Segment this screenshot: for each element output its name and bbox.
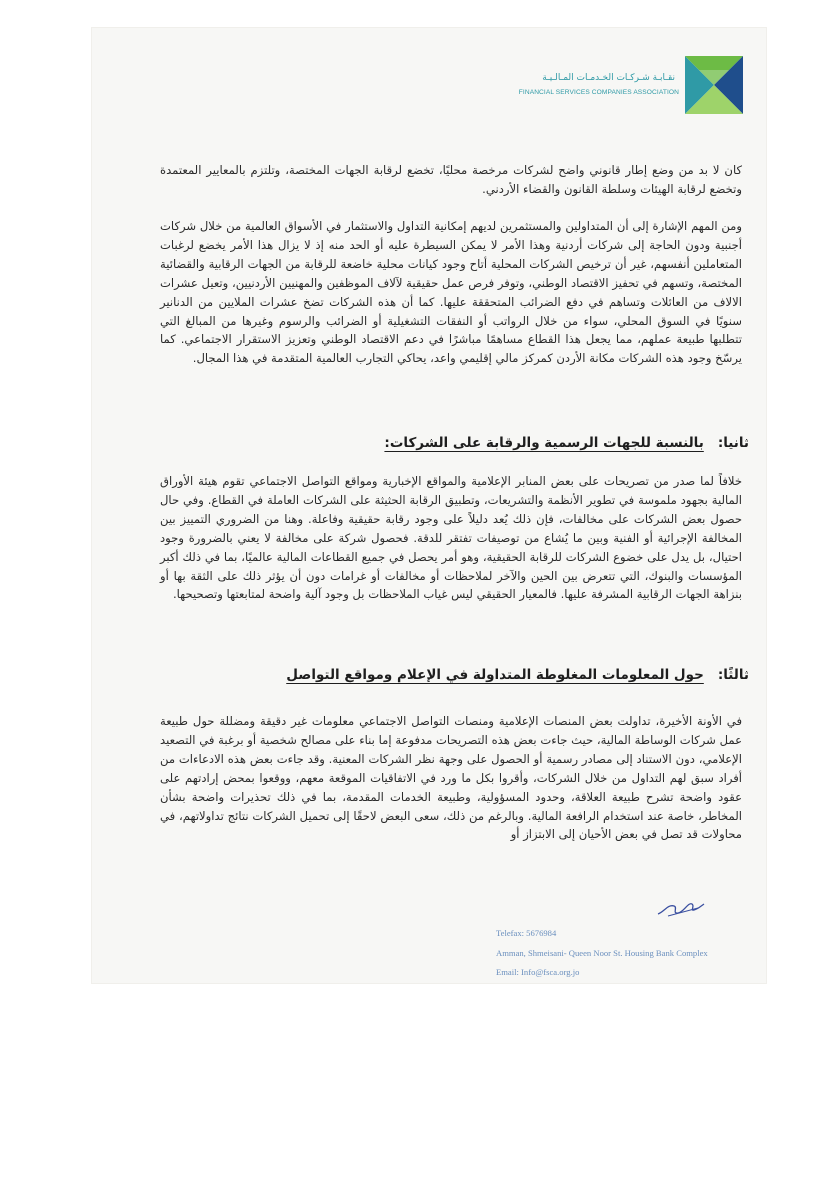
section-2-number: ثانيا:: [717, 435, 749, 451]
signature-icon: [654, 894, 706, 920]
paragraph-2: [160, 217, 742, 368]
paragraph-3-text: خلافاً لما صدر من تصريحات على بعض المنابر الإعلامية والمواقع الإخبارية ومواقع التواصل الاجتماعي تقوم هيئة الأوراق المالية بجهود ملموسة في تطوير الأنظمة والتشريعات، وتطبيق الرقابة الحثيثة على الشركات العاملة في القطاع. وفي حال حصول بعض الشركات على مخالفات، فإن ذلك يُعد دليلاً على وجود رقابة حقيقية وفاعلة. وهنا من الضروري التمييز بين المخالفة الإجرائية أو الفنية وبين ما يُشاع من توصيفات تفتقر للدقة. فحصول شركة على مخالفة لا يعني بالضرورة وجود احتيال، بل يدل على خضوع الشركات للرقابة الحقيقية، وهو أمر يحصل في جميع القطاعات المالية عالميًا، بما في ذلك أكبر المؤسسات والبنوك، التي تتعرض بين الحين والآخر لملاحظات أو مخالفات أو غرامات دون أن يؤثر ذلك على الثقة بها أو بنزاهة الجهات الرقابية المشرفة عليها. فالمعيار الحقيقي ليس غياب الملاحظات بل وجود آلية واضحة لمتابعتها وتصحيحها.: [160, 474, 742, 602]
org-name-arabic: نقـابـة شـركـات الخـدمـات المـالـيـة: [542, 73, 675, 83]
footer-contact: [496, 924, 766, 983]
fsca-logo-icon: [685, 56, 743, 114]
section-2-title: بالنسبة للجهات الرسمية والرقابة على الشركات:: [384, 435, 704, 451]
footer-address: Amman, Shmeisani- Queen Noor St. Housing Bank Complex: [496, 947, 708, 958]
paragraph-2-text: ومن المهم الإشارة إلى أن المتداولين والمستثمرين لديهم إمكانية التداول والاستثمار في الأسواق العالمية من خلال شركات أجنبية ودون الحاجة إلى شركات أردنية وهذا الأمر لا يمكن السيطرة عليه أو الحد منه إذ لا يزال هذا الأمر يخضع لرغبات المتعاملين أنفسهم، غير أن ترخيص الشركات المحلية أتاح وجود كيانات محلية خاضعة للرقابة من الجهات الرقابية والقضائية المختصة، وتسهم في تحفيز الاقتصاد الوطني، وتوفر فرص عمل حقيقية لآلاف الموظفين والمهنيين الأردنيين، وتعيل عشرات الالاف من العائلات وتساهم في دفع الضرائب المتحققة عليها. كما أن هذه الشركات تضخ عشرات الملايين من الدنانير سنويًا في السوق المحلي، سواء من خلال الرواتب أو النفقات التشغيلية أو الضرائب والرسوم وغيرها من المبالغ التي تتطلبها طبيعة عملهم، مما يجعل هذا القطاع مساهمًا مباشرًا في دعم الاقتصاد الوطني وتعزيز الاستقرار الاجتماعي. كما يرسّخ وجود هذه الشركات مكانة الأردن كمركز مالي إقليمي واعد، يحاكي التجارب العالمية المتقدمة في هذا المجال.: [160, 219, 742, 366]
footer-telefax: Telefax: 5676984: [496, 928, 557, 938]
paragraph-1-text: كان لا بد من وضع إطار قانوني واضح لشركات مرخصة محليًا، تخضع لرقابة الجهات المختصة، وتلتزم بالمعايير المعتمدة وتخضع لرقابة الهيئات وسلطة القانون والقضاء الأردني.: [160, 163, 742, 196]
paragraph-1: [160, 161, 742, 199]
paragraph-3: [160, 472, 742, 604]
section-heading-3: [286, 667, 749, 683]
paragraph-4: [160, 712, 742, 844]
footer-email: Email: Info@fsca.org.jo: [496, 967, 580, 977]
org-name-english: FINANCIAL SERVICES COMPANIES ASSOCIATION: [518, 89, 679, 96]
section-3-title: حول المعلومات المغلوطة المتداولة في الإعلام ومواقع التواصل: [286, 667, 704, 683]
section-heading-2: [384, 435, 749, 451]
section-3-number: ثالثًا:: [717, 667, 749, 683]
paragraph-4-text: في الأونة الأخيرة، تداولت بعض المنصات الإعلامية ومنصات التواصل الاجتماعي معلومات غير دقيقة ومضللة حول طبيعة عمل شركات الوساطة المالية، حيث جاءت بعض هذه التصريحات مدفوعة إما بناء على مصالح شخصية أو برغبة في التصعيد الإعلامي، دون الاستناد إلى مصادر رسمية أو الحصول على وجهة نظر الشركات المعنية. وقد جاءت بعض هذه الادعاءات من أفراد سبق لهم التداول من خلال الشركات، وأقروا بكل ما ورد في الاتفاقيات الموقعة معهم، ووقعوا بمحض إرادتهم على عقود واضحة تشرح طبيعة العلاقة، وحدود المسؤولية، وطبيعة الخدمات المقدمة، بما في ذلك تحذيرات واضحة بشأن المخاطر، خاصة عند استخدام الرافعة المالية. وبالرغم من ذلك، سعى البعض لاحقًا إلى تحميل الشركات نتائج تداولاتهم، في محاولات قد تصل في بعض الأحيان إلى الابتزاز أو: [160, 714, 742, 842]
